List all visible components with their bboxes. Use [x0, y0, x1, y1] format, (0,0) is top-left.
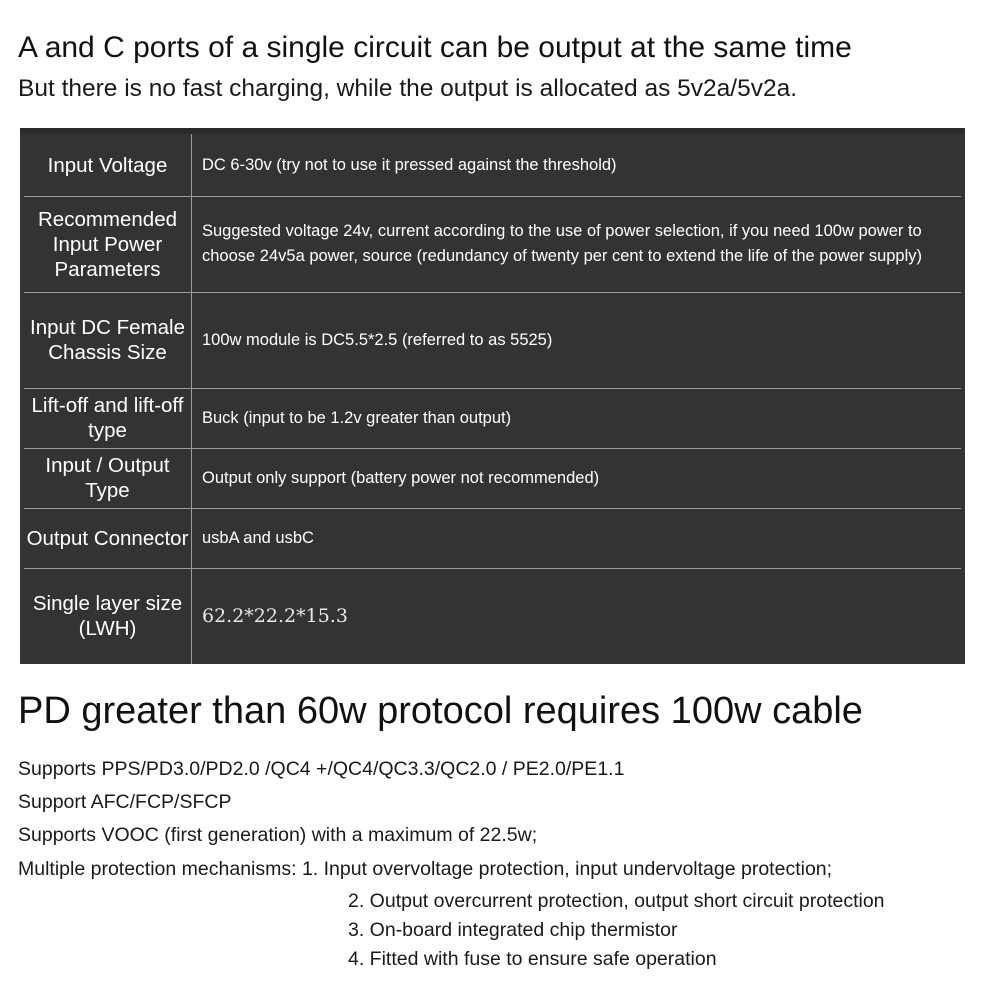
row-value: 100w module is DC5.5*2.5 (referred to as 5525): [202, 330, 553, 349]
table-row: [24, 448, 961, 509]
protection-item: 4. Fitted with fuse to ensure safe operation: [348, 948, 717, 970]
table-row: [24, 134, 961, 197]
table-row: [24, 388, 961, 449]
row-label: Recommended Input Power Parameters: [24, 196, 192, 292]
table-row: [24, 568, 961, 664]
page-subtitle: But there is no fast charging, while the output is allocated as 5v2a/5v2a.: [18, 75, 798, 102]
row-value: usbA and usbC: [202, 528, 314, 547]
feature-line: Supports VOOC (first generation) with a maximum of 22.5w;: [18, 824, 538, 846]
row-value: 62.2*22.2*15.3: [202, 604, 348, 627]
section-heading: PD greater than 60w protocol requires 100w cable: [18, 690, 863, 732]
feature-line: Multiple protection mechanisms: 1. Input overvoltage protection, input undervoltage protection;: [18, 858, 833, 880]
row-value: DC 6-30v (try not to use it pressed against the threshold): [202, 155, 617, 174]
row-value: Suggested voltage 24v, current according to the use of power selection, if you need 100w power to choose 24v5a power, source (redundancy of twenty per cent to extend the life of the power supply): [202, 222, 923, 265]
table-row: [24, 292, 961, 389]
protection-item: 2. Output overcurrent protection, output short circuit protection: [348, 890, 885, 912]
protection-item: 3. On-board integrated chip thermistor: [348, 919, 678, 941]
row-label: Input Voltage: [24, 134, 192, 196]
row-value: Output only support (battery power not recommended): [202, 468, 600, 487]
row-label: Lift-off and lift-off type: [24, 388, 192, 448]
row-label: Output Connector: [24, 508, 192, 568]
feature-line: Support AFC/FCP/SFCP: [18, 791, 232, 813]
table-row: [24, 196, 961, 293]
row-label: Input / Output Type: [24, 448, 192, 508]
row-label: Single layer size (LWH): [24, 568, 192, 664]
table-row: [24, 508, 961, 569]
spec-table: [20, 128, 965, 664]
row-label: Input DC Female Chassis Size: [24, 292, 192, 388]
row-value: Buck (input to be 1.2v greater than output): [202, 408, 512, 427]
feature-line: Supports PPS/PD3.0/PD2.0 /QC4 +/QC4/QC3.3/QC2.0 / PE2.0/PE1.1: [18, 758, 625, 780]
page-title: A and C ports of a single circuit can be output at the same time: [18, 31, 852, 64]
